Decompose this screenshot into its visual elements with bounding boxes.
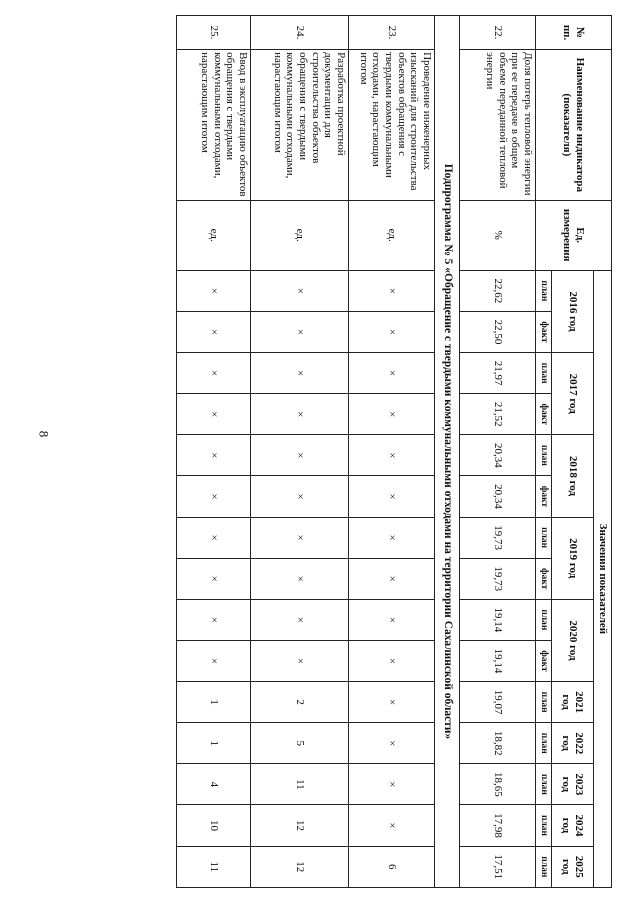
cell-value: 2 <box>251 682 349 723</box>
row-number: 25. <box>177 16 251 50</box>
header-fact: факт <box>536 476 552 517</box>
cell-value: × <box>177 353 251 394</box>
cell-value: 21,52 <box>460 394 536 435</box>
cell-value: 4 <box>177 764 251 805</box>
header-no: № пп. <box>536 16 612 50</box>
cell-value: 10 <box>177 805 251 846</box>
cell-value: × <box>177 517 251 558</box>
cell-value: × <box>349 311 435 352</box>
subprogram-title: Подпрограмма № 5 «Обращение с твердыми коммунальными отходами на территории Сахалинской области» <box>435 16 460 888</box>
cell-value: × <box>177 311 251 352</box>
cell-value: × <box>349 394 435 435</box>
cell-value: 11 <box>177 846 251 887</box>
cell-value: × <box>349 682 435 723</box>
cell-value: 19,07 <box>460 682 536 723</box>
cell-value: × <box>177 558 251 599</box>
header-year: 2019 год <box>552 517 594 599</box>
cell-value: × <box>251 476 349 517</box>
header-fact: факт <box>536 640 552 681</box>
cell-value: × <box>251 599 349 640</box>
row-number: 23. <box>349 16 435 50</box>
page-number: 8 <box>36 430 52 438</box>
header-plan: план <box>536 682 552 723</box>
cell-value: 21,97 <box>460 353 536 394</box>
cell-value: × <box>349 353 435 394</box>
cell-value: 18,65 <box>460 764 536 805</box>
header-year: 2025 год <box>552 846 594 887</box>
cell-value: 20,34 <box>460 476 536 517</box>
cell-value: 22,62 <box>460 270 536 311</box>
header-values: Значения показателей <box>594 270 612 887</box>
header-name: Наименование индикатора (показателя) <box>536 50 612 200</box>
header-plan: план <box>536 764 552 805</box>
cell-value: 18,82 <box>460 723 536 764</box>
row-unit: % <box>460 200 536 270</box>
row-name: Ввод в эксплуатацию объектов обращения с твердыми коммунальными отходами, нарастающим итогом <box>177 50 251 200</box>
header-plan: план <box>536 846 552 887</box>
header-unit: Ед. измерения <box>536 200 612 270</box>
header-year: 2020 год <box>552 599 594 681</box>
row-unit: ед. <box>251 200 349 270</box>
cell-value: 19,73 <box>460 558 536 599</box>
cell-value: × <box>349 723 435 764</box>
cell-value: × <box>251 394 349 435</box>
rotated-table-container <box>82 15 612 888</box>
cell-value: 12 <box>251 846 349 887</box>
cell-value: × <box>177 394 251 435</box>
cell-value: × <box>349 435 435 476</box>
cell-value: × <box>251 435 349 476</box>
table-row <box>177 16 251 888</box>
subprogram-row <box>435 16 460 888</box>
cell-value: × <box>251 558 349 599</box>
indicators-table <box>176 15 612 888</box>
header-plan: план <box>536 517 552 558</box>
row-name: Доля потерь тепловой энергии при ее передаче в общем объеме переданной тепловой энергии <box>460 50 536 200</box>
cell-value: × <box>177 599 251 640</box>
header-year: 2024 год <box>552 805 594 846</box>
cell-value: × <box>251 270 349 311</box>
cell-value: × <box>349 476 435 517</box>
cell-value: × <box>251 640 349 681</box>
cell-value: 17,98 <box>460 805 536 846</box>
cell-value: × <box>177 640 251 681</box>
row-name: Разработка проектной документации для строительства объектов обращения с твердыми коммунальными отходами, нарастающим итогом <box>251 50 349 200</box>
header-fact: факт <box>536 311 552 352</box>
header-year: 2017 год <box>552 353 594 435</box>
header-year: 2022 год <box>552 723 594 764</box>
row-name: Проведение инженерных изысканий для строительства объектов обращения с твердыми коммунальными отходами, нарастающим итогом <box>349 50 435 200</box>
row-unit: ед. <box>349 200 435 270</box>
cell-value: 19,73 <box>460 517 536 558</box>
cell-value: × <box>349 764 435 805</box>
cell-value: × <box>349 599 435 640</box>
cell-value: × <box>349 640 435 681</box>
cell-value: × <box>349 517 435 558</box>
header-fact: факт <box>536 558 552 599</box>
cell-value: 19,14 <box>460 640 536 681</box>
row-unit: ед. <box>177 200 251 270</box>
cell-value: 22,50 <box>460 311 536 352</box>
cell-value: × <box>177 270 251 311</box>
header-year: 2018 год <box>552 435 594 517</box>
header-year: 2021 год <box>552 682 594 723</box>
row-number: 22. <box>460 16 536 50</box>
header-plan: план <box>536 353 552 394</box>
header-plan: план <box>536 805 552 846</box>
cell-value: × <box>349 558 435 599</box>
header-plan: план <box>536 723 552 764</box>
cell-value: 11 <box>251 764 349 805</box>
header-year: 2016 год <box>552 270 594 352</box>
cell-value: 19,14 <box>460 599 536 640</box>
cell-value: 5 <box>251 723 349 764</box>
cell-value: × <box>177 476 251 517</box>
header-year: 2023 год <box>552 764 594 805</box>
table-row <box>460 16 536 888</box>
header-plan: план <box>536 599 552 640</box>
cell-value: × <box>251 311 349 352</box>
cell-value: 12 <box>251 805 349 846</box>
table-row <box>251 16 349 888</box>
cell-value: × <box>349 270 435 311</box>
cell-value: × <box>349 805 435 846</box>
cell-value: 20,34 <box>460 435 536 476</box>
table-row <box>349 16 435 888</box>
header-fact: факт <box>536 394 552 435</box>
header-plan: план <box>536 270 552 311</box>
cell-value: × <box>251 517 349 558</box>
cell-value: 1 <box>177 682 251 723</box>
row-number: 24. <box>251 16 349 50</box>
header-plan: план <box>536 435 552 476</box>
cell-value: 1 <box>177 723 251 764</box>
cell-value: × <box>251 353 349 394</box>
cell-value: 17,51 <box>460 846 536 887</box>
cell-value: 6 <box>349 846 435 887</box>
cell-value: × <box>177 435 251 476</box>
